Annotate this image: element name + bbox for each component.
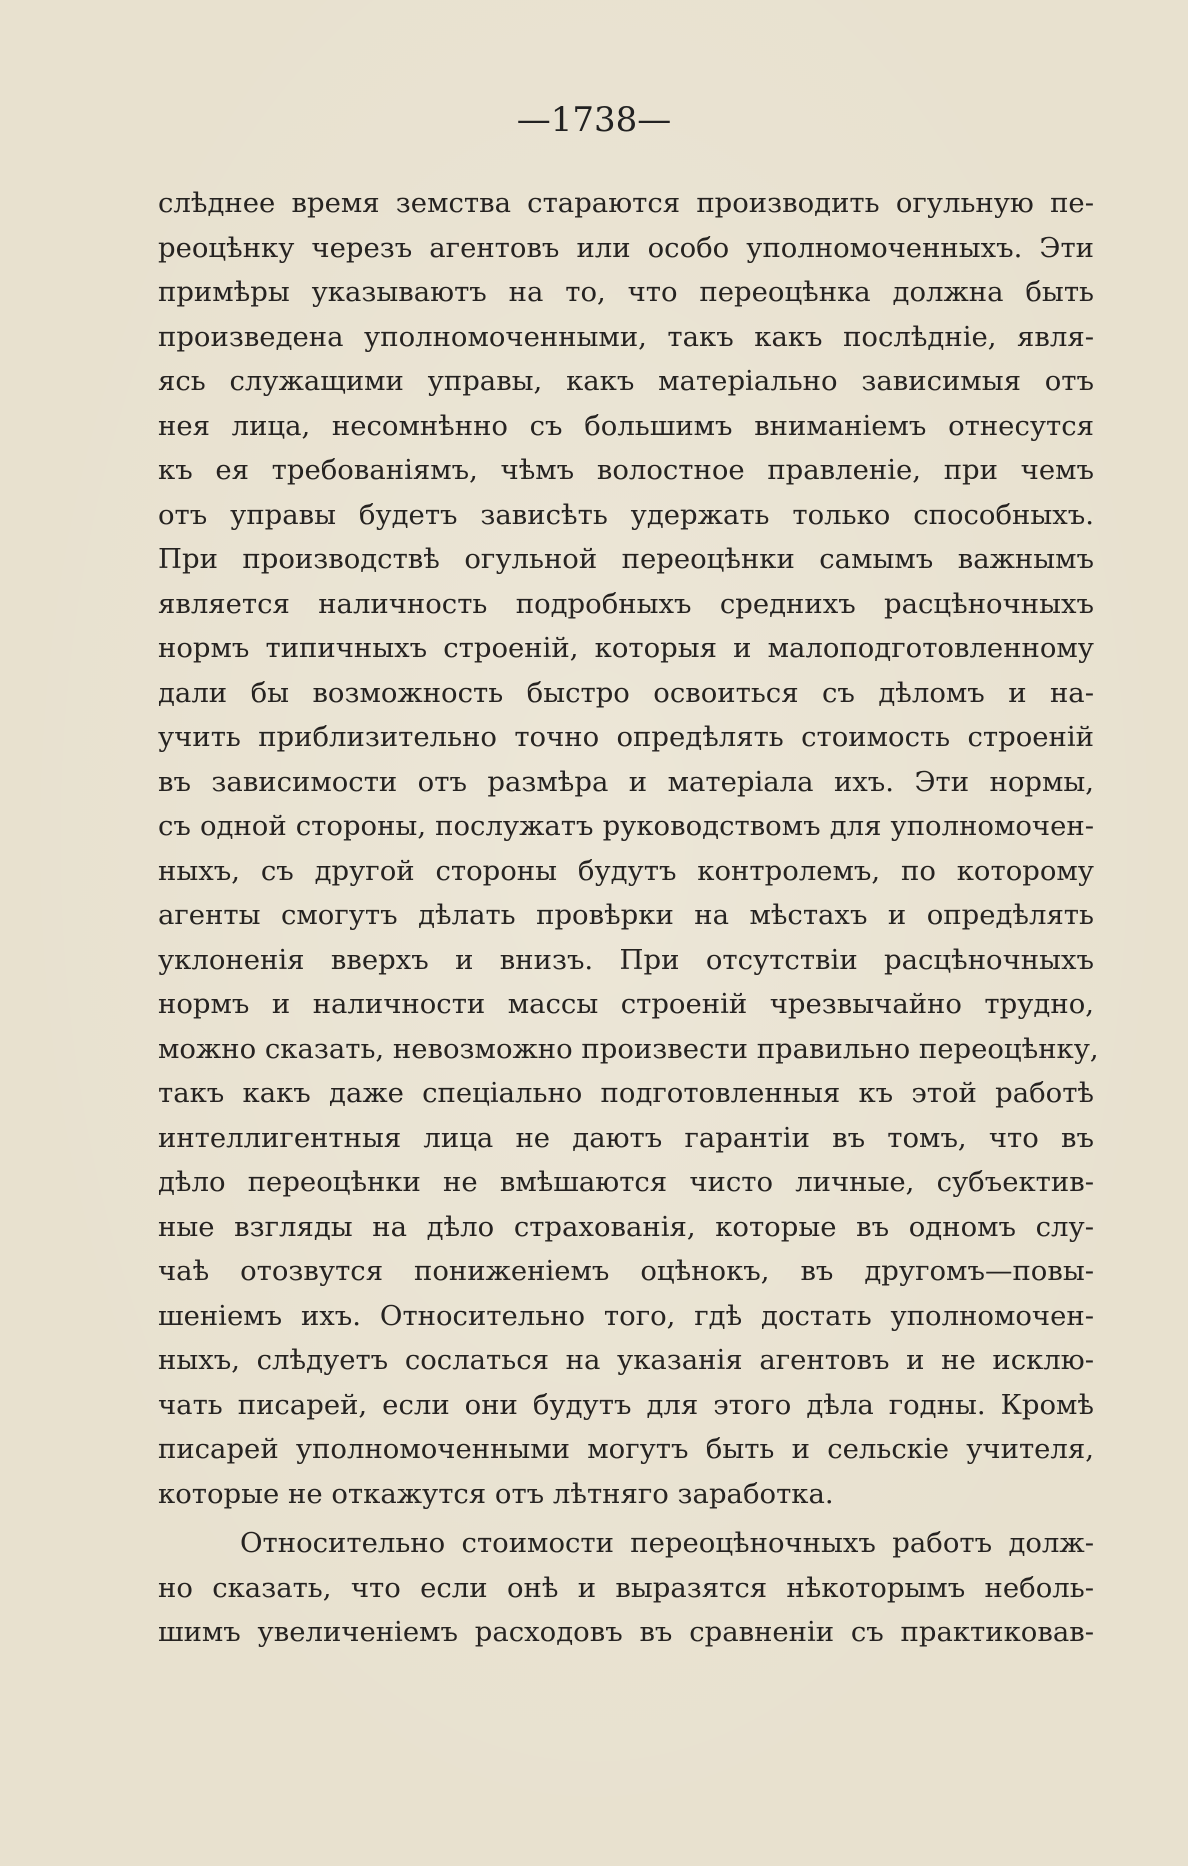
paragraph-2: [158, 1521, 1094, 1655]
text-line: учить приблизительно точно опредѣлять стоимость строеній: [158, 721, 1094, 753]
body-text: [158, 181, 1099, 1655]
text-line: къ ея требованіямъ, чѣмъ волостное правленіе, при чемъ: [158, 454, 1094, 486]
text-line: примѣры указываютъ на то, что переоцѣнка должна быть: [158, 276, 1094, 308]
text-line: произведена уполномоченными, такъ какъ послѣдніе, явля-: [158, 320, 1094, 353]
text-line: шеніемъ ихъ. Относительно того, гдѣ достать уполномочен-: [158, 1299, 1094, 1332]
text-line: интеллигентныя лица не даютъ гарантіи въ томъ, что въ: [158, 1121, 1094, 1154]
paragraph-1: [158, 181, 1099, 1516]
text-line: которые не откажутся отъ лѣтняго заработка.: [158, 1477, 834, 1510]
text-line: ныхъ, слѣдуетъ сослаться на указанія агентовъ и не исклю-: [158, 1344, 1094, 1376]
text-line: является наличность подробныхъ среднихъ расцѣночныхъ: [158, 587, 1094, 620]
text-line: чать писарей, если они будутъ для этого дѣла годны. Кромѣ: [158, 1388, 1094, 1421]
text-line: ные взгляды на дѣло страхованія, которые въ одномъ слу-: [158, 1210, 1094, 1243]
text-line: нормъ и наличности массы строеній чрезвычайно трудно,: [158, 988, 1094, 1020]
text-line: нормъ типичныхъ строеній, которыя и малоподготовленному: [158, 632, 1094, 664]
text-line: агенты смогутъ дѣлать провѣрки на мѣстахъ и опредѣлять: [158, 899, 1094, 931]
text-line: уклоненія вверхъ и внизъ. При отсутствіи расцѣночныхъ: [158, 943, 1094, 976]
text-line: дали бы возможность быстро освоиться съ дѣломъ и на-: [158, 676, 1094, 709]
text-line: чаѣ отозвутся пониженіемъ оцѣнокъ, въ другомъ—повы-: [158, 1255, 1094, 1287]
text-line: дѣло переоцѣнки не вмѣшаются чисто личные, субъектив-: [158, 1166, 1094, 1198]
text-line: отъ управы будетъ зависѣть удержать только способныхъ.: [158, 498, 1094, 531]
text-line: шимъ увеличеніемъ расходовъ въ сравненіи съ практиковав-: [158, 1616, 1094, 1648]
text-line: реоцѣнку черезъ агентовъ или особо уполномоченныхъ. Эти: [158, 231, 1094, 264]
text-line: слѣднее время земства стараются производить огульную пе-: [158, 187, 1094, 219]
text-line: съ одной стороны, послужатъ руководствомъ для уполномочен-: [158, 810, 1094, 842]
text-line: можно сказать, невозможно произвести правильно переоцѣнку,: [158, 1032, 1099, 1065]
page-number: —1738—: [516, 100, 672, 140]
text-line: такъ какъ даже спеціально подготовленныя къ этой работѣ: [158, 1077, 1094, 1109]
text-line: но сказать, что если онѣ и выразятся нѣкоторымъ неболь-: [158, 1571, 1094, 1604]
text-line: писарей уполномоченными могутъ быть и сельскіе учителя,: [158, 1433, 1094, 1465]
text-line: въ зависимости отъ размѣра и матеріала ихъ. Эти нормы,: [158, 765, 1094, 798]
text-line: Относительно стоимости переоцѣночныхъ работъ долж-: [240, 1527, 1094, 1559]
text-line: ясь служащими управы, какъ матеріально зависимыя отъ: [158, 365, 1094, 397]
text-line: При производствѣ огульной переоцѣнки самымъ важнымъ: [158, 543, 1094, 575]
text-line: ныхъ, съ другой стороны будутъ контролемъ, по которому: [158, 854, 1094, 887]
text-line: нея лица, несомнѣнно съ большимъ вниманіемъ отнесутся: [158, 409, 1094, 442]
